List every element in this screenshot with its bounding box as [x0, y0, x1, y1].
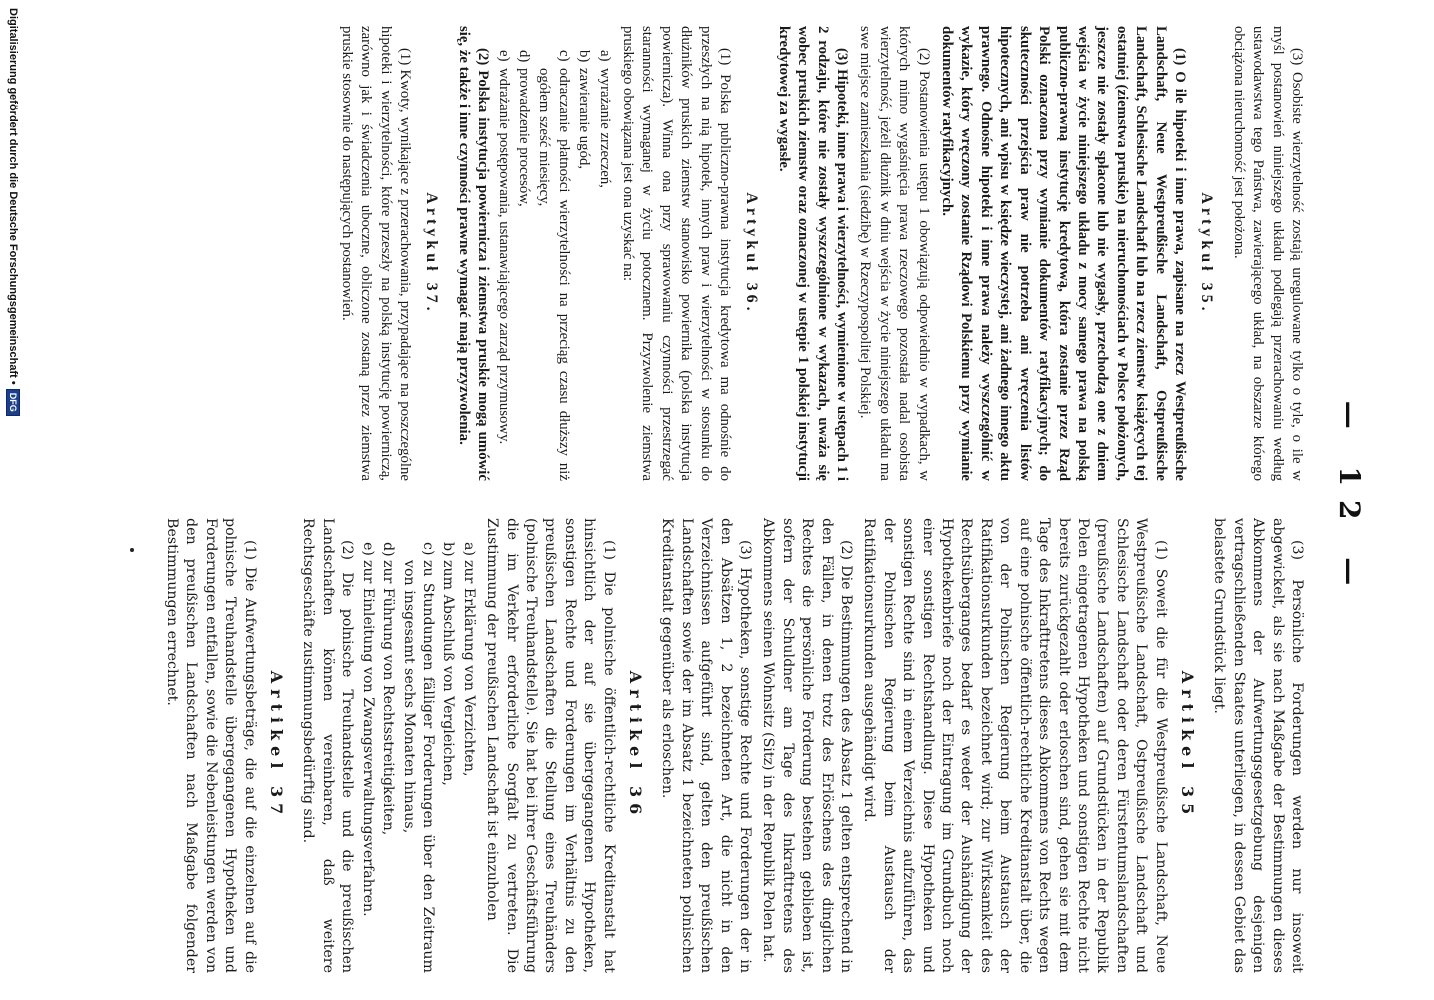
page-number: — 12 — — [1333, 400, 1366, 600]
list-item: c)odraczanie płatności wierzytelności na przeciąg czasu dłuższy niż ogółem sześć miesięcy, — [536, 50, 572, 481]
list-item: d)prowadzenie procesów, — [515, 50, 532, 207]
dfg-logo-icon: DFG — [6, 389, 20, 416]
polish-article-35-heading: Artykuł 35. — [1198, 192, 1216, 315]
german-article-36-heading: Artikel 36 — [626, 670, 645, 821]
polish-article-36-heading: Artykuł 36. — [743, 192, 761, 315]
polish-art36-list — [493, 26, 613, 481]
polish-column — [332, 26, 1306, 481]
list-item: b)zawieranie ugód, — [576, 50, 593, 170]
german-art36-paragraph-2: (2) Die polnische Treuhandstelle und die preußischen Landschaften können vereinbaren, daß weitere Rechtsgeschäfte zustimmungsbedürftig sind. — [300, 518, 356, 973]
polish-article-37-heading: Artykuł 37. — [423, 192, 441, 315]
digitization-footer — [6, 0, 20, 1000]
german-art36-list — [357, 518, 477, 973]
polish-art36-paragraph-2: (2) Polska instytucja powiernicza i ziemstwa pruskie mogą umówić się, że także i inne czynności prawne wymagać mają przyzwolenia. — [455, 26, 492, 481]
german-column — [158, 518, 1306, 973]
list-item: e)wdrażanie postępowania, ustanawiającego zarząd przymusowy. — [495, 50, 512, 445]
polish-art35-paragraph-3: (3) Hipoteki, inne prawa i wierzytelności, wymienione w ustępach 1 i 2 rodzaju, które nie zostały wyszczególnione w wykazach, uważa się wobec pruskich ziemstw oraz oznaczonej w ustępie 1 polskiej instytucji kredytowej za wygasłe. — [775, 26, 851, 481]
list-item: b)zum Abschluß von Vergleichen, — [440, 542, 457, 786]
footer-text: Digitalisierung gefördert durch die Deutsche Forschungsgemeinschaft • — [7, 8, 19, 385]
list-item: a)wyrażanie zrzeczeń, — [596, 50, 613, 188]
list-item: d)zur Führung von Rechtsstreitigkeiten, — [380, 542, 397, 836]
german-art35-paragraph-2: (2) Die Bestimmungen des Absatz 1 gelten entsprechend in den Fällen, in denen trotz des Erlöschens des dinglichen Rechtes die persönliche Forderung bestehen geblieben ist, sofern der Schuldner am Tage des Inkrafttretens des Abkommens seinen Wohnsitz (Sitz) in der Republik Polen hat. — [760, 518, 855, 973]
german-art36-paragraph-1: (1) Die polnische öffentlich-rechtliche Kreditanstalt hat hinsichtlich der auf sie übergegangenen Hypotheken, sonstigen Rechte und Forderungen im Verhältnis zu den preußischen Landschaften die Stellung eines Treuhänders (polnische Treuhandstelle). Sie hat bei ihrer Geschäftsführung die im Verkehr erforderliche Sorgfalt zu vertreten. Die Zustimmung der preußischen Landschaft ist einzuholen — [484, 518, 617, 973]
german-art37-paragraph-1: (1) Die Aufwertungsbeträge, die auf die einzelnen auf die polnische Treuhandstelle übergegangenen Hypotheken und Forderungen entfallen, sowie die Nebenleistungen werden von den preußischen Landschaften nach Maßgabe folgender Bestimmungen errechnet. — [164, 518, 258, 973]
speck-mark — [130, 548, 134, 552]
polish-art37-paragraph-1: (1) Kwoty, wynikające z przerachowania, przypadające na poszczególne hipoteki i wierzytelności, które przeszły na polską instytucję powierniczą, zarówno jak i świadczenia uboczne, obliczone zostaną przez ziemstwa pruskie stosownie do następujących postanowień. — [338, 26, 413, 481]
german-article-37-heading: Artikel 37 — [267, 670, 287, 821]
polish-intro: (3) Osobiste wierzytelność zostają uregulowane tylko o tyle, o ile w myśl postanowień niniejszego układu podlegają przerachowaniu według ustawodawstwa tego Państwa, zawierającego układ, na obszarze którego obciążona nieruchomość jest położona. — [1230, 26, 1305, 481]
polish-art36-paragraph-1: (1) Polska publiczno-prawna instytucja kredytowa ma odnośnie do przeszłych na nią hipotek, innych praw i wierzytelności w stosunku do dłużników pruskich ziemstw stanowisko powiernika (polska instytucja powiernicza). Winna ona przy sprawowaniu czynności przestrzegać staranności wymaganej w życiu potocznem. Przyzwolenie ziemstwa pruskiego obowiązana jest ona uzyskać na: — [620, 26, 734, 481]
list-item: a)zur Erklärung von Verzichten, — [460, 542, 477, 777]
german-art35-paragraph-1: (1) Soweit die für die Westpreußische Landschaft, Neue Westpreußische Landschaft, Ostpreußische Landschaft und Schlesische Landschaft oder deren Fürstentumslandschaften (preußische Landschaften) auf Grundstücken in der Republik Polen eingetragenen Hypotheken und sonstigen Rechte nicht bereits zurückgezahlt oder erloschen sind, gehen sie mit dem Tage des Inkrafttretens dieses Abkommens von Rechts wegen auf eine polnische öffentlich-rechtliche Kreditanstalt über, die von der Polnischen Regierung beim Austausch der Ratifikationsurkunden bezeichnet wird; zur Wirksamkeit des Rechtsüberganges bedarf es weder der Aushändigung der Hypothekenbriefe noch der Eintragung im Grundbuch noch einer sonstigen Rechtshandlung. Diese Hypotheken und sonstigen Rechte sind in einem Verzeichnis aufzuführen, das der Polnischen Regierung beim Austausch der Ratifikationsurkunden ausgehändigt wird. — [861, 518, 1169, 973]
list-item: c)zu Stundungen fälliger Forderungen über den Zeitraum von insgesamt sechs Monaten hinaus, — [400, 542, 436, 973]
polish-art35-paragraph-2: (2) Postanowienia ustępu 1 obowiązują odpowiednio w wypadkach, w których mimo wygaśnięcia prawa rzeczowego pozostała nadal osobista wierzytelność, jeżeli dłużnik w dniu wejścia w życie niniejszego układu ma swe miejsce zamieszkania (siedzibę) w Rzeczypospolitej Polskiej. — [857, 26, 932, 481]
german-intro: (3) Persönliche Forderungen werden nur insoweit abgewickelt, als sie nach Maßgabe der Bestimmungen dieses Abkommens der Aufwertungsgesetzgebung desjenigen vertragschließenden Staates unterliegen, in dessen Gebiet das belastete Grundstück liegt. — [1211, 518, 1305, 973]
list-item: e)zur Einleitung von Zwangsverwaltungsverfahren. — [359, 542, 376, 917]
german-art35-paragraph-3: (3) Hypotheken, sonstige Rechte und Forderungen der in den Absätzen 1, 2 bezeichneten Art, die nicht in den Verzeichnissen aufgeführt sind, gelten den preußischen Landschaften sowie der im Absatz 1 bezeichneten polnischen Kreditanstalt gegenüber als erloschen. — [659, 518, 754, 973]
polish-art35-paragraph-1: (1) O ile hipoteki i inne prawa, zapisane na rzecz Westpreußische Landschaft, Neue Westpreußische Landschaft, Ostpreußische Landschaft, Schlesische Landschaft lub na rzecz ziemstw książęcych tej ostatniej (ziemstwa pruskie) na nieruchomościach w Polsce położonych, jeszcze nie zostały spłacone lub nie wygasły, przechodzą one z dniem wejścia w życie niniejszego układu z mocy samego prawa na polską publiczno-prawną instytucję kredytową, która zostanie przez Rząd Polski oznaczona przy wymianie dokumentów ratyfikacyjnych; do skuteczności przejścia praw nie potrzeba ani wręczenia listów hipotecznych, ani wpisu w księdze wieczystej, ani żadnego innego aktu prawnego. Odnośne hipoteki i inne prawa należy wyszczególnić w wykazie, który wręczony zostanie Rządowi Polskiemu przy wymianie dokumentów ratyfikacyjnych. — [939, 26, 1188, 481]
german-article-35-heading: Artikel 35 — [1177, 670, 1197, 821]
